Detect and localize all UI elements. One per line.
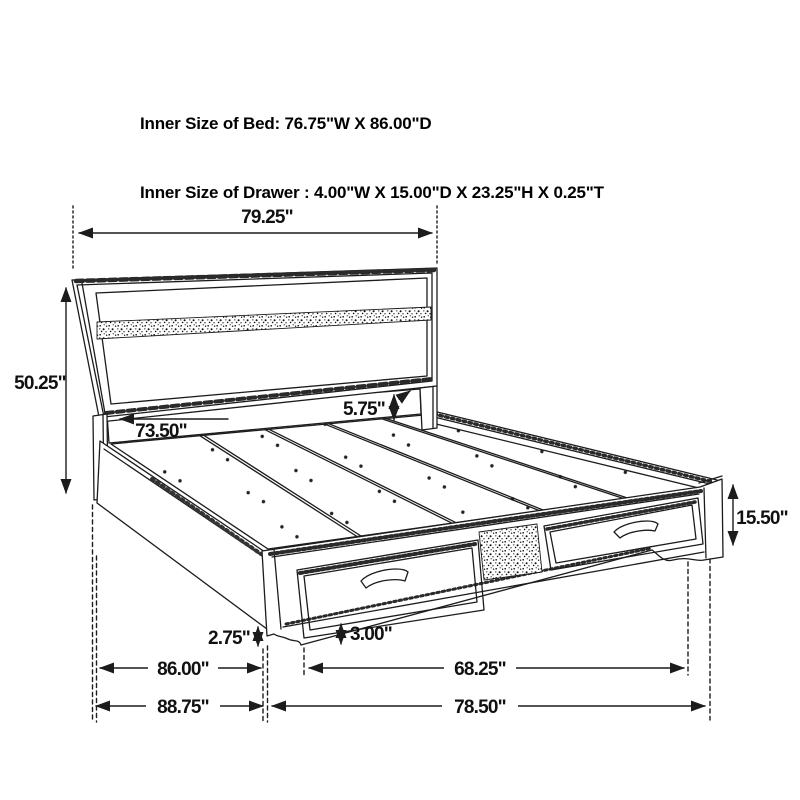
dim-label-headboard-inner-width: 73.50" bbox=[135, 421, 187, 442]
dim-drawer-front-span bbox=[309, 656, 684, 680]
spec-line-bed: Inner Size of Bed: 76.75"W X 86.00"D bbox=[140, 114, 432, 133]
headboard-right-post bbox=[420, 386, 437, 430]
dim-label-drawer-front-span: 68.25" bbox=[454, 659, 506, 680]
spec-line-drawer: Inner Size of Drawer : 4.00"W X 15.00"D X 23.25"H X 0.25"T bbox=[140, 183, 604, 202]
footboard-glitter-panel bbox=[479, 524, 542, 580]
dim-label-foot-clearance: 3.00" bbox=[350, 624, 392, 645]
dim-headboard-height bbox=[14, 288, 66, 493]
dim-label-left-foot-height: 2.75" bbox=[208, 628, 250, 649]
dim-label-headboard-height: 50.25" bbox=[14, 373, 66, 394]
dim-inner-length bbox=[100, 656, 261, 680]
dim-label-headboard-width: 79.25" bbox=[241, 207, 293, 228]
dim-left-foot-height bbox=[208, 627, 258, 649]
dim-footboard-height bbox=[733, 485, 788, 545]
dim-overall-length bbox=[96, 694, 263, 718]
dim-label-side-rail-height: 5.75" bbox=[343, 399, 385, 420]
dim-label-inner-length: 86.00" bbox=[157, 659, 209, 680]
dim-label-overall-width: 78.50" bbox=[454, 697, 506, 718]
dim-label-overall-length: 88.75" bbox=[157, 697, 209, 718]
dim-label-footboard-height: 15.50" bbox=[736, 508, 788, 529]
dim-overall-width bbox=[272, 694, 705, 718]
spec-header bbox=[140, 66, 604, 250]
